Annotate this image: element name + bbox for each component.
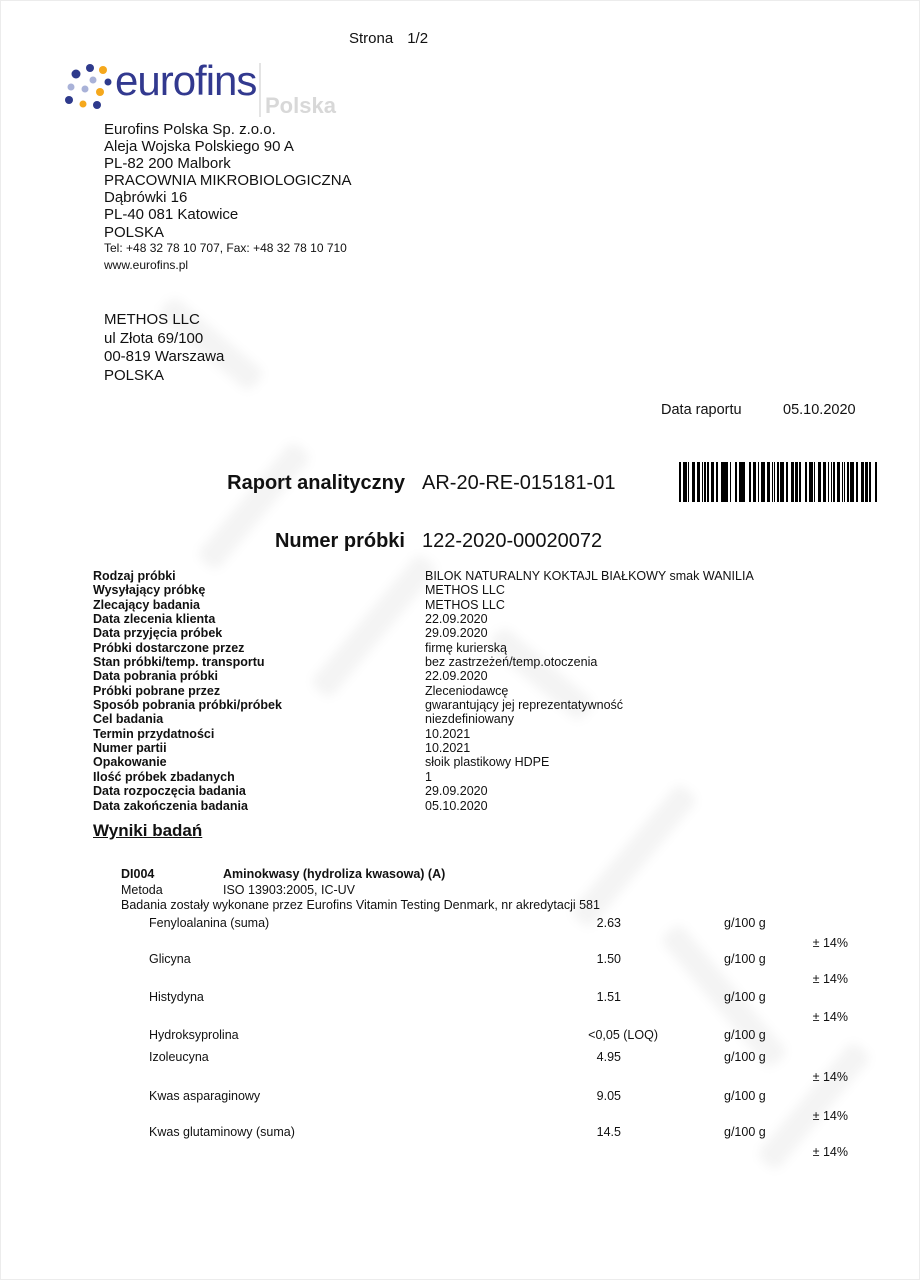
- detail-label: Data zlecenia klienta: [93, 612, 216, 627]
- detail-label: Ilość próbek zbadanych: [93, 769, 235, 784]
- result-value: 4.95: [596, 1050, 621, 1064]
- address-line: PL-82 200 Malbork: [104, 155, 231, 173]
- result-unit: g/100 g: [724, 1050, 766, 1064]
- report-date-label: Data raportu: [661, 402, 742, 418]
- method-label: Metoda: [121, 882, 163, 897]
- detail-label: Stan próbki/temp. transportu: [93, 655, 265, 670]
- strona-label: Strona: [349, 30, 394, 47]
- detail-value: bez zastrzeżeń/temp.otoczenia: [425, 655, 598, 670]
- result-uncertainty: ± 14%: [812, 1070, 848, 1084]
- detail-row: [93, 799, 873, 813]
- result-uncertainty: ± 14%: [812, 1145, 848, 1159]
- report-date-value: 05.10.2020: [783, 402, 856, 418]
- analyte-name: Glicyna: [149, 952, 191, 966]
- page-indicator: [349, 30, 428, 47]
- detail-value: METHOS LLC: [425, 597, 505, 612]
- detail-value: 10.2021: [425, 726, 471, 741]
- detail-label: Próbki pobrane przez: [93, 683, 221, 698]
- method-value: ISO 13903:2005, IC-UV: [223, 882, 356, 897]
- detail-label: Wysyłający próbkę: [93, 583, 206, 598]
- detail-row: [93, 641, 873, 655]
- eurofins-logo-dots-icon: [63, 61, 115, 113]
- result-uncertainty: ± 14%: [812, 1010, 848, 1024]
- detail-row: [93, 727, 873, 741]
- sender-address: [104, 121, 352, 241]
- address-line: 00-819 Warszawa: [104, 348, 225, 365]
- detail-label: Sposób pobrania próbki/próbek: [93, 698, 282, 713]
- report-number: AR-20-RE-015181-01: [422, 472, 616, 494]
- detail-label: Data zakończenia badania: [93, 798, 248, 813]
- detail-value: słoik plastikowy HDPE: [425, 755, 550, 770]
- address-line: Aleja Wojska Polskiego 90 A: [104, 138, 294, 156]
- address-line: POLSKA: [104, 223, 165, 241]
- detail-label: Numer partii: [93, 741, 167, 756]
- result-unit: g/100 g: [724, 1089, 766, 1103]
- analysis-name: Aminokwasy (hydroliza kwasowa) (A): [223, 867, 446, 881]
- page-number: 1/2: [407, 30, 429, 47]
- detail-row: [93, 583, 873, 597]
- detail-row: [93, 612, 873, 626]
- result-unit: g/100 g: [724, 916, 766, 930]
- detail-row: [93, 741, 873, 755]
- analyte-name: Histydyna: [149, 990, 204, 1004]
- tel-fax-line: Tel: +48 32 78 10 707, Fax: +48 32 78 10 710: [104, 241, 347, 255]
- detail-label: Rodzaj próbki: [93, 569, 176, 583]
- address-line: Eurofins Polska Sp. z.o.o.: [104, 121, 276, 138]
- analyte-name: Izoleucyna: [149, 1050, 209, 1064]
- detail-value: gwarantujący jej reprezentatywność: [425, 698, 624, 713]
- brand-wordmark: eurofins: [115, 57, 257, 104]
- report-title-label: Raport analityczny: [227, 472, 405, 494]
- result-uncertainty: ± 14%: [812, 1109, 848, 1123]
- detail-value: 22.09.2020: [425, 612, 488, 627]
- address-line: PL-40 081 Katowice: [104, 206, 239, 224]
- address-line: METHOS LLC: [104, 311, 200, 328]
- address-line: Dąbrówki 16: [104, 189, 188, 207]
- result-value: <0,05 (LOQ): [588, 1028, 658, 1042]
- sample-number-value: 122-2020-00020072: [422, 530, 603, 552]
- result-value: 1.51: [596, 990, 621, 1004]
- detail-row: [93, 655, 873, 669]
- analyte-name: Kwas asparaginowy: [149, 1089, 261, 1103]
- analysis-code: DI004: [121, 867, 155, 881]
- accreditation-note: Badania zostały wykonane przez Eurofins Vitamin Testing Denmark, nr akredytacji 581: [121, 898, 600, 912]
- detail-value: 29.09.2020: [425, 626, 488, 641]
- sample-details-table: [93, 569, 873, 813]
- detail-label: Termin przydatności: [93, 726, 215, 741]
- barcode: [679, 462, 879, 502]
- analyte-name: Kwas glutaminowy (suma): [149, 1125, 295, 1139]
- result-unit: g/100 g: [724, 990, 766, 1004]
- detail-value: firmę kurierską: [425, 640, 507, 655]
- detail-value: niezdefiniowany: [425, 712, 514, 727]
- detail-value: 22.09.2020: [425, 669, 488, 684]
- detail-value: 10.2021: [425, 741, 471, 756]
- detail-row: [93, 784, 873, 798]
- detail-row: [93, 669, 873, 683]
- detail-label: Próbki dostarczone przez: [93, 640, 245, 655]
- result-uncertainty: ± 14%: [812, 972, 848, 986]
- result-unit: g/100 g: [724, 1125, 766, 1139]
- result-unit: g/100 g: [724, 1028, 766, 1042]
- address-line: PRACOWNIA MIKROBIOLOGICZNA: [104, 172, 352, 190]
- detail-row: [93, 569, 873, 583]
- detail-value: METHOS LLC: [425, 583, 505, 598]
- detail-row: [93, 698, 873, 712]
- detail-value: 05.10.2020: [425, 798, 488, 813]
- detail-row: [93, 684, 873, 698]
- detail-label: Data rozpoczęcia badania: [93, 784, 246, 799]
- detail-value: Zleceniodawcę: [425, 683, 509, 698]
- detail-row: [93, 755, 873, 769]
- result-value: 14.5: [596, 1125, 621, 1139]
- sender-contact: [104, 240, 347, 274]
- detail-row: [93, 598, 873, 612]
- detail-value: 1: [425, 769, 432, 784]
- recipient-address: [104, 311, 224, 385]
- result-value: 9.05: [596, 1089, 621, 1103]
- detail-label: Zlecający badania: [93, 597, 201, 612]
- logo-region-label: Polska: [265, 93, 336, 118]
- detail-label: Data przyjęcia próbek: [93, 626, 223, 641]
- detail-row: [93, 626, 873, 640]
- detail-label: Opakowanie: [93, 755, 167, 770]
- logo-divider: [259, 63, 261, 117]
- result-unit: g/100 g: [724, 952, 766, 966]
- detail-value: BILOK NATURALNY KOKTAJL BIAŁKOWY smak WANILIA: [425, 569, 754, 583]
- website-line: www.eurofins.pl: [104, 258, 189, 272]
- detail-value: 29.09.2020: [425, 784, 488, 799]
- result-value: 2.63: [596, 916, 621, 930]
- result-value: 1.50: [596, 952, 621, 966]
- detail-row: [93, 712, 873, 726]
- sample-number-label: Numer próbki: [274, 530, 405, 552]
- analyte-name: Hydroksyprolina: [149, 1028, 239, 1042]
- address-line: POLSKA: [104, 366, 165, 384]
- detail-label: Data pobrania próbki: [93, 669, 219, 684]
- result-uncertainty: ± 14%: [812, 936, 848, 950]
- analysis-group-header: [121, 867, 881, 914]
- detail-row: [93, 770, 873, 784]
- results-heading: Wyniki badań: [93, 821, 203, 840]
- analyte-name: Fenyloalanina (suma): [149, 916, 270, 930]
- detail-label: Cel badania: [93, 712, 164, 727]
- address-line: ul Złota 69/100: [104, 329, 204, 347]
